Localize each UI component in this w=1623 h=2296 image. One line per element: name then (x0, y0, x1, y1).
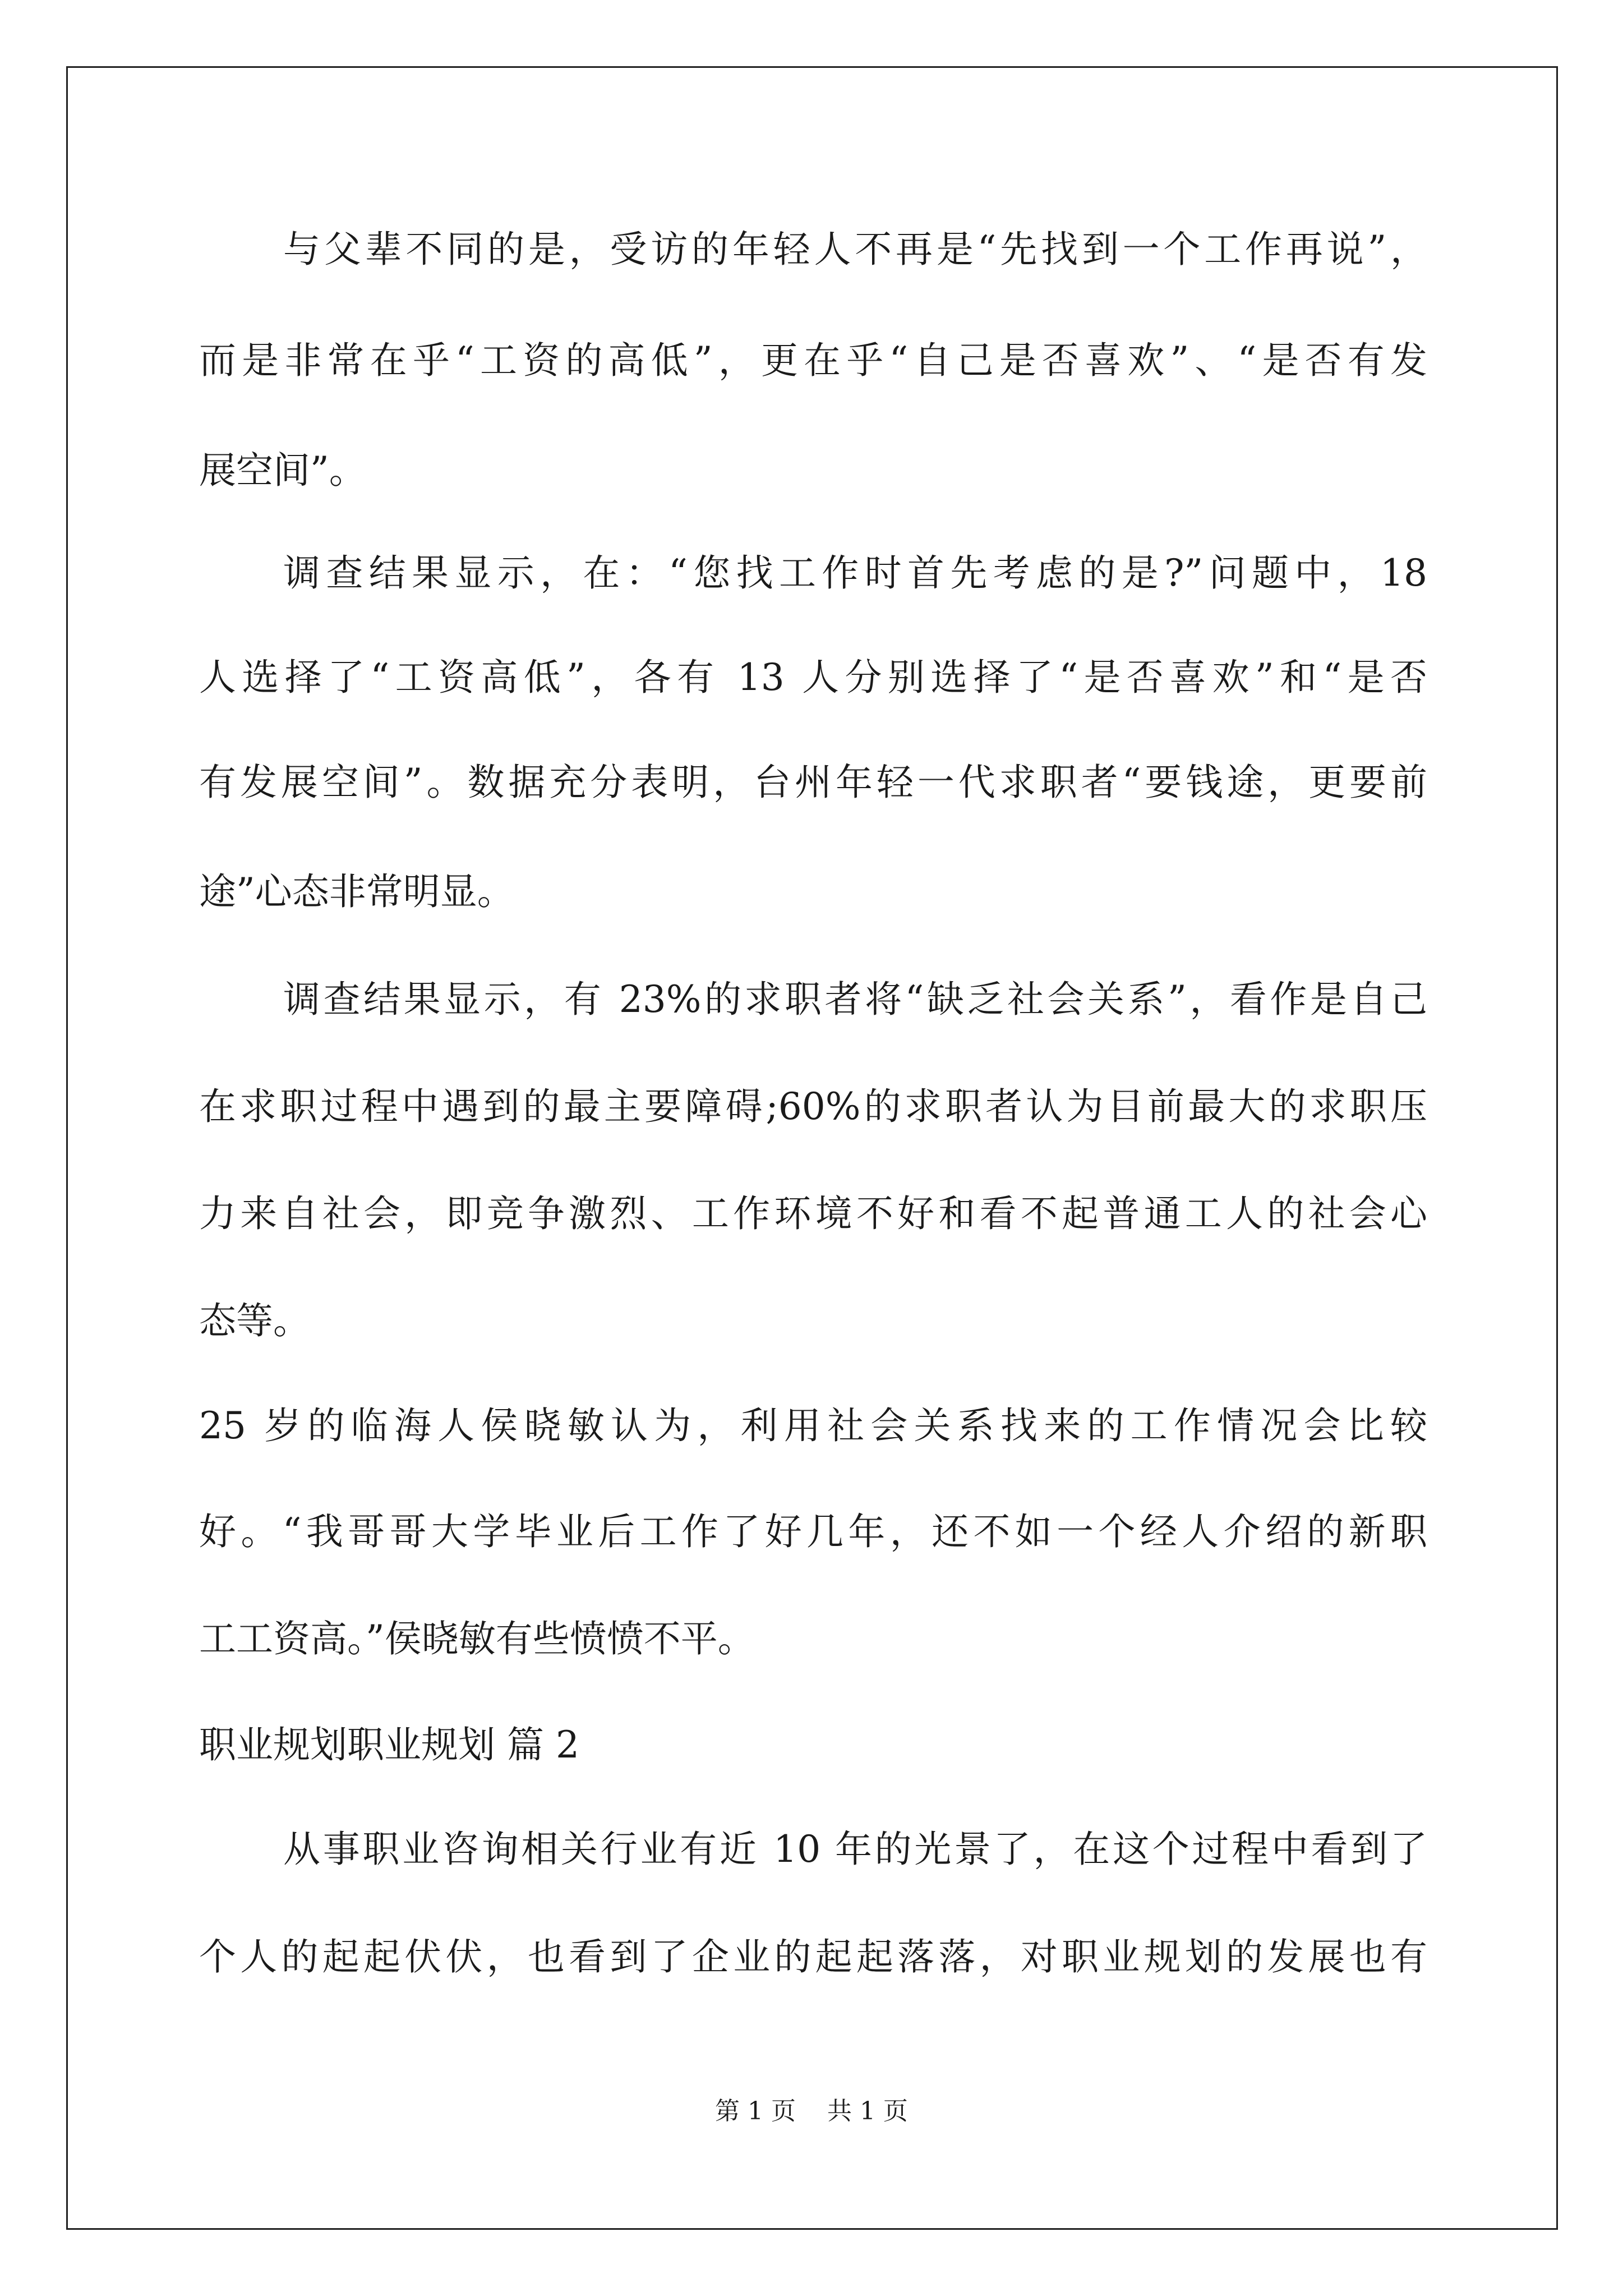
paragraph-4-line-3: 工工资高。”侯晓敏有些愤愤不平。 (199, 1617, 755, 1660)
paragraph-1-line-3: 展空间”。 (199, 449, 366, 492)
paragraph-3-line-2: 在求职过程中遇到的最主要障碍;60%的求职者认为目前最大的求职压 (199, 1085, 1427, 1128)
paragraph-1-line-2: 而是非常在乎“工资的高低”，更在乎“自己是否喜欢”、“是否有发 (199, 339, 1427, 382)
paragraph-4-line-2: 好。“我哥哥大学毕业后工作了好几年，还不如一个经人介绍的新职 (199, 1510, 1427, 1553)
paragraph-3-line-4: 态等。 (199, 1299, 310, 1342)
paragraph-2-line-4: 途”心态非常明显。 (199, 870, 514, 913)
paragraph-1-line-1: 与父辈不同的是，受访的年轻人不再是“先找到一个工作再说”， (283, 228, 1427, 271)
page-border (66, 66, 1558, 2230)
paragraph-3-line-3: 力来自社会，即竞争激烈、工作环境不好和看不起普通工人的社会心 (199, 1192, 1427, 1235)
paragraph-3-line-1: 调查结果显示，有 23%的求职者将“缺乏社会关系”，看作是自己 (283, 978, 1427, 1021)
paragraph-5-line-2: 个人的起起伏伏，也看到了企业的起起落落，对职业规划的发展也有 (199, 1935, 1427, 1978)
paragraph-4-line-1: 25 岁的临海人侯晓敏认为，利用社会关系找来的工作情况会比较 (199, 1404, 1427, 1447)
paragraph-2-line-3: 有发展空间”。数据充分表明，台州年轻一代求职者“要钱途，更要前 (199, 761, 1427, 804)
paragraph-2-line-1: 调查结果显示，在：“您找工作时首先考虑的是?”问题中，18 (283, 551, 1427, 595)
paragraph-2-line-2: 人选择了“工资高低”，各有 13 人分别选择了“是否喜欢”和“是否 (199, 656, 1427, 699)
section-heading: 职业规划职业规划 篇 2 (199, 1723, 579, 1766)
page-footer: 第 1 页 共 1 页 (715, 2097, 908, 2125)
paragraph-5-line-1: 从事职业咨询相关行业有近 10 年的光景了，在这个过程中看到了 (283, 1828, 1427, 1871)
